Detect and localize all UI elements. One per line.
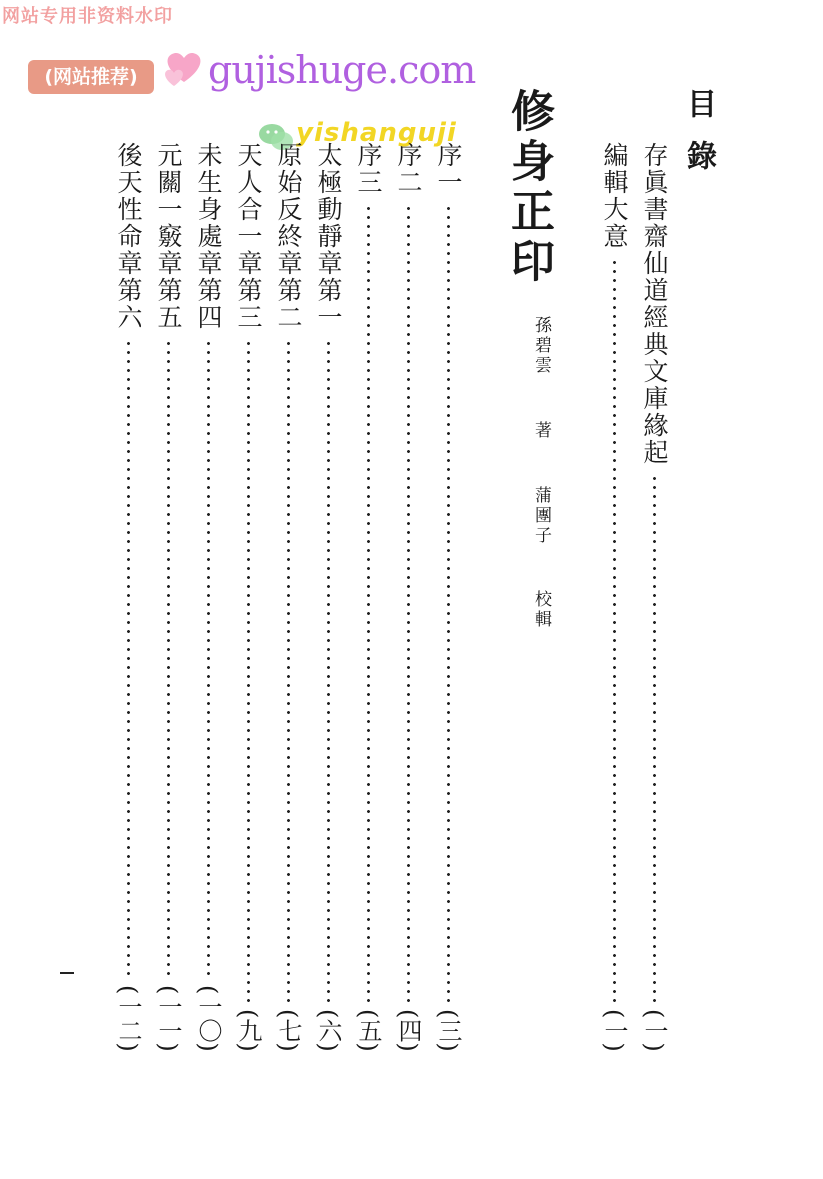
leader-dots (167, 339, 170, 979)
toc-entry-title: 序三 (354, 142, 383, 196)
toc-entry-page: (一一) (154, 985, 182, 1052)
byline (528, 316, 554, 630)
leader-dots (407, 204, 410, 1003)
site-watermark: gujishuge.com (208, 48, 476, 92)
toc-entry-title: 元關一竅章第五 (154, 142, 183, 331)
leader-dots (287, 339, 290, 1003)
toc-entry-page: (一二) (114, 985, 142, 1052)
toc-entry-page: (五) (354, 1009, 382, 1052)
page-number (60, 972, 74, 974)
toc-entry-page: (九) (234, 1009, 262, 1052)
toc-entry[interactable] (268, 142, 308, 1052)
leader-dots (367, 204, 370, 1003)
toc-heading: 目錄 (681, 88, 716, 192)
leader-dots (447, 204, 450, 1003)
toc-entry[interactable] (594, 142, 634, 1052)
leader-dots (613, 258, 616, 1003)
leader-dots (247, 339, 250, 1003)
toc-entry[interactable] (108, 142, 148, 1052)
toc-entry-title: 後天性命章第六 (114, 142, 143, 331)
site-recommend-badge: (网站推荐) (28, 60, 154, 94)
toc-entry-page: (一) (640, 1009, 668, 1052)
byline-author: 孫碧雲 (531, 316, 551, 376)
toc-entry-page: (七) (274, 1009, 302, 1052)
toc-entry-title: 編輯大意 (600, 142, 629, 250)
byline-author-role: 著 (531, 420, 551, 441)
toc-entry-page: (一) (600, 1009, 628, 1052)
leader-dots (207, 339, 210, 979)
toc-entry-page: (六) (314, 1009, 342, 1052)
site-watermark-secondary: yishanguji (296, 118, 457, 148)
toc-entry[interactable] (188, 142, 228, 1052)
byline-editor-role: 校輯 (531, 590, 551, 631)
byline-editor: 蒲團子 (531, 485, 551, 546)
book-title: 修身正印 (503, 88, 554, 288)
toc-entry-title: 序一 (434, 142, 463, 196)
toc-entry[interactable] (308, 142, 348, 1052)
leader-dots (653, 474, 656, 1003)
toc-entry-title: 存眞書齋仙道經典文庫緣起 (640, 142, 669, 466)
toc-entry[interactable] (228, 142, 268, 1052)
toc-entry-title: 原始反終章第二 (274, 142, 303, 331)
toc-entry-page: (四) (394, 1009, 422, 1052)
toc-entry-title: 未生身處章第四 (194, 142, 223, 331)
toc-entry-page: (三) (434, 1009, 462, 1052)
toc-entry-title: 太極動靜章第一 (314, 142, 343, 331)
toc-entry[interactable] (348, 142, 388, 1052)
toc-entry[interactable] (428, 142, 468, 1052)
toc-entry-title: 天人合一章第三 (234, 142, 263, 331)
toc-entry[interactable] (634, 142, 674, 1052)
hearts-icon (160, 42, 208, 90)
toc-entry[interactable] (148, 142, 188, 1052)
toc-entry-page: (一〇) (194, 985, 222, 1052)
toc-entry[interactable] (388, 142, 428, 1052)
watermark-notice: 网站专用非资料水印 (2, 6, 173, 27)
leader-dots (127, 339, 130, 979)
toc-entry-title: 序二 (394, 142, 423, 196)
leader-dots (327, 339, 330, 1003)
